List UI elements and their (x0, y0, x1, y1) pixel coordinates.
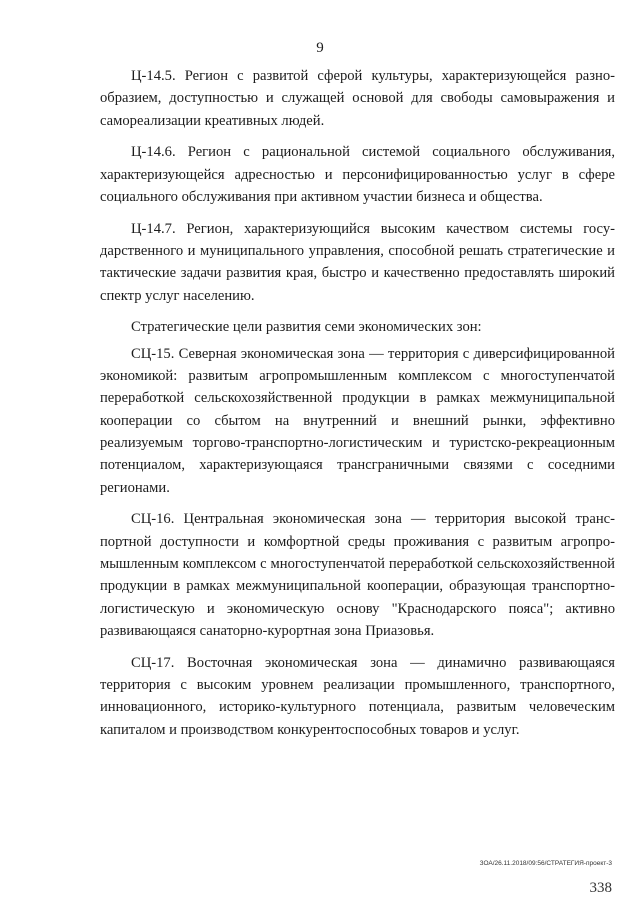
footer-document-code: ЗОА/26.11.2018/09:56/СТРАТЕГИЯ-проект-3 (479, 860, 612, 867)
paragraph-sc-15: СЦ-15. Северная экономическая зона — территория с диверсифицированной экономикой: развитым агропромышленным комплексом с многоступенчатой переработкой сельскохозяйственной продукции в рамках межмуниципальной кооперации со сбытом на внутренний и внешний рынки, эффективно реализуемым торгово-транспортно-логистическим и туристско-рекреационным потенциалом, характеризующаяся трансграничными связями с соседними регионами. (100, 345, 615, 496)
page-number: 9 (316, 40, 324, 56)
footer-sheet-number: 338 (589, 880, 612, 896)
paragraph-c-14-5: Ц-14.5. Регион с развитой сферой культуры, характеризующейся разнообразием, доступностью и служащей основой для свободы самовыражения и самореализации креативных людей. (100, 68, 615, 129)
paragraph-c-14-6: Ц-14.6. Регион с рациональной системой социального обслуживания, характеризующейся адресностью и персонифицированностью услуг в сфере социального обслуживания при активном участии бизнеса и общества. (100, 144, 615, 205)
paragraph-c-14-7: Ц-14.7. Регион, характеризующийся высоким качеством системы государственного и муниципального управления, способной решать стратегические и тактические задачи развития края, быстро и качественно предоставлять широкий спектр услуг населению. (100, 220, 615, 304)
paragraph-sc-17: СЦ-17. Восточная экономическая зона — динамично развивающаяся территория с высоким уровнем реализации промышленного, транспортного, инновационного, историко-культурного потенциала, развитым человеческим капиталом и производством конкурентоспособных товаров и услуг. (100, 654, 615, 738)
paragraph-zones-intro: Стратегические цели развития семи экономических зон: (131, 319, 482, 336)
paragraph-sc-16: СЦ-16. Центральная экономическая зона — территория высокой транспортной доступности и комфортной среды проживания с развитым агропромышленным комплексом с многоступенчатой переработкой сельскохозяйственной продукции в рамках межмуниципальной кооперации, образующая транспортно-логистическую и экономическую основу "Краснодарского пояса"; активно развивающаяся санаторно-курортная зона Приазовья. (100, 511, 615, 639)
document-body (100, 65, 615, 750)
